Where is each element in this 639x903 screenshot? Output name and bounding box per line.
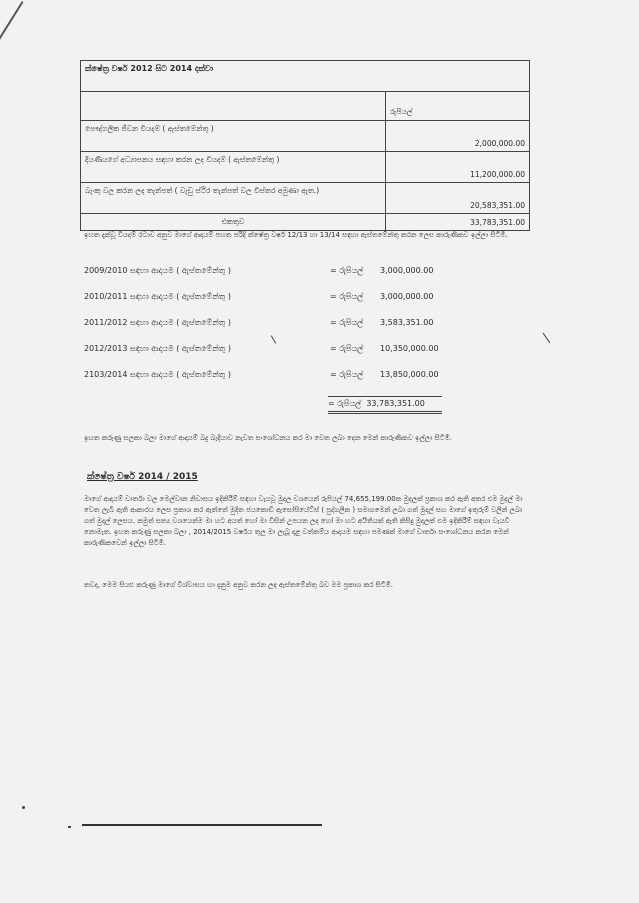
signature-line [82,824,322,826]
years-total-box [328,396,442,414]
year-amount: 10,350,000.00 [380,344,439,353]
equals-currency: = රුපියල් [328,399,362,408]
years-total-amount: 33,783,351.00 [366,399,425,408]
year-amount: 3,583,351.00 [380,318,434,327]
expense-amount: 2,000,000.00 [386,121,530,152]
expense-label: පෞද්ගලික ජීවන වියදම් ( ඇස්තමේන්තු ) [81,121,386,152]
year-label: 2103/2014 සඳහා ආදායම ( ඇස්තමේන්තු ) [84,370,231,379]
years-total-row [84,396,484,416]
table-title: ක්ෂේත්‍ර වර්ෂ 2012 සිට 2014 දක්වා [81,61,530,92]
year-label: 2009/2010 සඳහා ආදායම ( ඇස්තමේන්තු ) [84,266,231,275]
expense-amount: 20,583,351.00 [386,183,530,214]
paragraph-tax-revision: ඉහත කරුණු සලකා බලා මාගේ ආදායම් බදු බැදීයාව නැවත සංශෝධනය කර මා වෙත ලබා දෙන මෙන් කාරුණිකව ඉල්ලා සිටිමි. [84,434,452,442]
expense-table [80,60,530,231]
section-title: ක්ෂේත්‍ර වර්ෂ 2014 / 2015 [87,472,198,482]
expense-label: දියණියගේ අධ්‍යාපනය සඳහා කරන ලද වියදම් ( ඇස්තමේන්තු ) [81,152,386,183]
equals-currency: = රුපියල් [330,266,364,275]
currency-header: රුපියල් [386,92,530,121]
list-item [84,344,484,370]
table-header-blank [81,92,386,121]
expense-amount: 11,200,000.00 [386,152,530,183]
total-label: එකතුව [81,214,386,231]
pen-mark [543,333,551,343]
year-label: 2012/2013 සඳහා ආදායම ( ඇස්තමේන්තු ) [84,344,231,353]
list-item [84,318,484,344]
paragraph-income-estimate: ඉහත දැක්වූ වියදම් රටාව අනුව මාගේ ආදායම් පහත පරිදි ක්ෂේත්‍ර වර්ෂ 12/13 හා 13/14 සඳහා ඇස්තමේන්තු කරන ලෙස කාරුණිකව ඉල්ලා සිටිමි. [84,231,508,239]
total-amount: 33,783,351.00 [386,214,530,231]
year-amount: 3,000,000.00 [380,266,434,275]
equals-currency: = රුපියල් [330,370,364,379]
list-item [84,266,484,292]
equals-currency: = රුපියල් [330,292,364,301]
equals-currency: = රුපියල් [330,318,364,327]
paragraph-house-construction: මාගේ ආදායම් වාර්තා වල මෙල්වාන නිවාසය ඉදිකිරීම් සඳහා වැයවූ මුදල වශයෙන් රුපියල් 74,655,199.00ක මුදලක් ප්‍රකාශ කර ඇති අතර එම මුදල් මා වෙත ලැබී ඇති ආකාරය ලෙස ප්‍රකාශ කර ඇත්තේ මුදිත ජයකොඩි ඇසෝසියේට්ස් ( පුද්ගලික ) සමාගමෙන් ලබා ගත් මුදල් සහ මාගේ ඉතුරුම් වලින් ලබා ගත් මුදල් ලෙසය. නමුත් සත්‍ය වශයෙන්ම මා හට අයත් හෝ මා විසින් උපයන ලද හෝ මා හට අයිතියක් ඇති කිසිදු මුදලක් එම ඉදිකිරීම් සඳහා වැයවී නොමැත. ඉහත කරුණු සලකා බලා , 2014/2015 වර්ෂය තුල මා ලැබූ දළ වත්කම්ය ආදායම සඳහා පමණක් මාගේ වාර්තා සංශෝධනය කරන මෙන් කාරුණිකවෙන් ඉල්ලා සිටිමි. [84,495,523,547]
speck-mark [68,826,71,828]
year-amount: 3,000,000.00 [380,292,434,301]
list-item [84,370,484,396]
list-item [84,292,484,318]
year-label: 2011/2012 සඳහා ආදායම ( ඇස්තමේන්තු ) [84,318,231,327]
fold-mark [0,1,23,53]
speck-mark [22,806,25,809]
paragraph-declaration: තවද, මෙම සියළු කරුණු මාගේ විශ්වාසය හා දැනුම අනුව කරන ලද ඇස්තමේන්තු බව මම ප්‍රකාශ කර සිටිමි. [84,581,393,589]
year-amount: 13,850,000.00 [380,370,439,379]
yearly-income-list [84,266,484,416]
expense-label: බැංකු වල කරන ලද තැන්පත් ( වැඩු ස්ථිර තැන්පත් වල විස්තර අමුණා ඇත.) [81,183,386,214]
equals-currency: = රුපියල් [330,344,364,353]
year-label: 2010/2011 සඳහා ආදායම ( ඇස්තමේන්තු ) [84,292,231,301]
